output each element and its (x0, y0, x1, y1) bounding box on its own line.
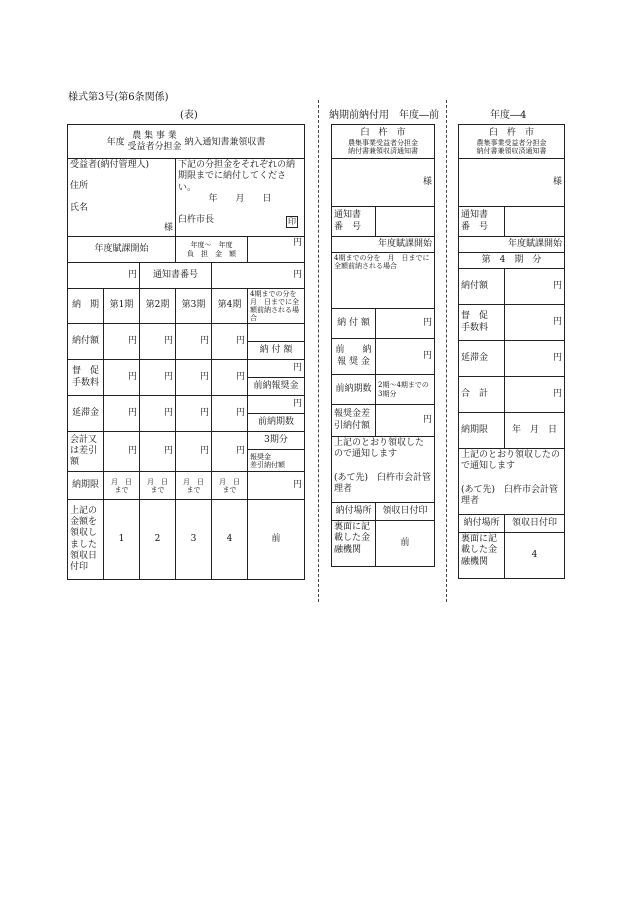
dunning-1: 円 (104, 360, 140, 396)
deadline-3: 月 日 まで (176, 472, 212, 500)
stub1-sama: 様 (332, 159, 435, 207)
stub1-amount-yen: 円 (376, 309, 435, 339)
stub1-date-label: 領収日付印 (376, 503, 435, 521)
stub1-receipt-msg: 上記のとおり領収したので通知します (334, 438, 425, 460)
period-2: 第2期 (140, 289, 176, 324)
late-3: 円 (176, 396, 212, 432)
late-4: 円 (212, 396, 248, 432)
stub2-receipt (459, 449, 565, 515)
dunning-3: 円 (176, 360, 212, 396)
stub2-dunning-yen: 円 (505, 305, 565, 341)
name-label: 氏名 (70, 202, 89, 213)
sama-label: 様 (163, 222, 173, 233)
stub2-form (458, 124, 565, 579)
stub1-notice-no: 通知書 番 号 (332, 207, 376, 237)
stub2-place-label: 納付場所 (459, 515, 505, 533)
stub1-net-label: 報奨金差引納付額 (332, 405, 376, 437)
period-3: 第3期 (176, 289, 212, 324)
receipt-label: 上記の金額を領収しました 領収日付印 (68, 500, 104, 580)
total-4: 円 (212, 432, 248, 472)
burden-cell: 年度～ 年度 負 担 金 額 (176, 237, 248, 263)
title-year: 年度 (106, 137, 125, 147)
form-number: 様式第3号(第6条関係) (68, 92, 169, 103)
side-periods-label: 前納期数 (248, 414, 305, 432)
amount-2: 円 (140, 324, 176, 360)
stub1-header: 臼 杵 市 農集事業受益者分担金 納付書兼領収済通知書 (332, 125, 435, 159)
cut-line-1 (318, 100, 319, 602)
stub1-pre: 前 (376, 521, 435, 567)
stub1-place-label: 納付場所 (332, 503, 376, 521)
stub2-late-yen: 円 (505, 341, 565, 377)
amount-3: 円 (176, 324, 212, 360)
amount-1: 円 (104, 324, 140, 360)
stub1-receipt (332, 437, 435, 503)
dunning-4: 円 (212, 360, 248, 396)
stub2-receipt-msg: 上記のとおり領収したので通知します (461, 450, 561, 472)
total-2: 円 (140, 432, 176, 472)
stub1-reward-label: 前 納 報 奨 金 (332, 339, 376, 375)
deadline-1: 月 日 まで (104, 472, 140, 500)
title-cell (68, 125, 305, 159)
stub1-periods-label: 前納期数 (332, 375, 376, 405)
stub1-form (331, 124, 435, 567)
side-reward-yen: 円 (248, 396, 305, 414)
stub2-notice-no-value (505, 207, 565, 237)
stub2-total-yen: 円 (505, 377, 565, 413)
period-label: 納 期 (68, 289, 104, 324)
stub2-title: 年度―4 (490, 110, 527, 121)
main-form (67, 124, 305, 580)
total-1: 円 (104, 432, 140, 472)
notice-cell (176, 159, 305, 237)
stub2-late-label: 延滞金 (459, 341, 505, 377)
side-amount-yen-spacer (248, 324, 305, 342)
late-1: 円 (104, 396, 140, 432)
late-2: 円 (140, 396, 176, 432)
total-yen: 円 (68, 263, 140, 289)
side-reward-label: 前納報奨金 (248, 378, 305, 396)
stub2-dunning-label: 督 促 手数料 (459, 305, 505, 341)
title-line1: 農 集 事 業 (132, 130, 177, 141)
stub1-levy-start: 年度賦課開始 (332, 237, 435, 253)
stub2-amount-label: 納付額 (459, 269, 505, 305)
dunning-label: 督 促 手数料 (68, 360, 104, 396)
late-label: 延滞金 (68, 396, 104, 432)
stub2-date-label: 領収日付印 (505, 515, 565, 533)
total-3: 円 (176, 432, 212, 472)
burden-yen: 円 (248, 237, 305, 263)
stub1-reward-yen: 円 (376, 339, 435, 375)
stub2-deadline-val: 年 月 日 (505, 413, 565, 449)
total-label: 会計又は差引額 (68, 432, 104, 472)
receipt-pre: 前 (248, 500, 305, 580)
prepay-note: 4期までの分を 月 日までに全額前納される場合 (248, 289, 305, 324)
receipt-4: 4 (212, 500, 248, 580)
amount-label: 納付額 (68, 324, 104, 360)
receipt-1: 1 (104, 500, 140, 580)
notice-text: 下記の分担金をそれぞれの納期限までに納付してください。 (178, 160, 296, 193)
stub2-period: 第 4 期 分 (459, 253, 565, 269)
notice-no-label: 通知書番号 (140, 263, 212, 289)
stub2-notice-no: 通知書 番 号 (459, 207, 505, 237)
official-seal: 印 (288, 217, 297, 226)
side-amount-label: 納 付 額 (248, 342, 305, 360)
mayor-label: 臼杵市長 (178, 214, 215, 225)
period-1: 第1期 (104, 289, 140, 324)
receipt-3: 3 (176, 500, 212, 580)
title-line2: 受益者分担金 (127, 141, 182, 152)
payer-cell (68, 159, 176, 237)
stub2-amount-yen: 円 (505, 269, 565, 305)
payer-label: 受益者(納付管理人) (70, 160, 150, 170)
side-net-yen: 円 (248, 472, 305, 500)
receipt-2: 2 (140, 500, 176, 580)
notice-date: 年 月 日 (208, 193, 272, 204)
stub2-header: 臼 杵 市 農集事業受益者分担金 納付書兼領収済通知書 (459, 125, 565, 159)
stub1-notice-no-value (376, 207, 435, 237)
stub2-sama: 様 (459, 159, 565, 207)
stub2-deadline-label: 納期限 (459, 413, 505, 449)
stub1-bank: 裏面に記載した金融機関 (332, 521, 376, 567)
deadline-4: 月 日 まで (212, 472, 248, 500)
stub2-bank: 裏面に記載した金融機関 (459, 533, 505, 579)
stub1-net-yen: 円 (376, 405, 435, 437)
side-net-label: 報奨金 差引納付額 (248, 450, 305, 472)
stub1-amount-label: 納 付 額 (332, 309, 376, 339)
notice-no-yen: 円 (212, 263, 305, 289)
deadline-label: 納期限 (68, 472, 104, 500)
amount-4: 円 (212, 324, 248, 360)
stub1-periods-val: 2期～4期までの3期分 (376, 375, 435, 405)
levy-start: 年度賦課開始 (68, 237, 176, 263)
period-4: 第4期 (212, 289, 248, 324)
cut-line-2 (446, 100, 447, 602)
stub2-total-label: 合 計 (459, 377, 505, 413)
side-amount-yen: 円 (248, 360, 305, 378)
front-label: (表) (180, 110, 198, 121)
stub2-addressee: (あて先) 臼杵市会計管理者 (461, 484, 559, 506)
stub2-levy-start: 年度賦課開始 (459, 237, 565, 253)
stub1-title: 納期前納付用 年度―前 (329, 110, 439, 121)
title-doc: 納入通知書兼領収書 (184, 137, 266, 147)
dunning-2: 円 (140, 360, 176, 396)
address-label: 住所 (70, 181, 89, 192)
stub1-addressee: (あて先) 臼杵市会計管理者 (334, 472, 432, 494)
stub2-num: 4 (505, 533, 565, 579)
stub1-prepay-note: 4期までの分を 月 日までに全額前納される場合 (332, 253, 435, 309)
deadline-2: 月 日 まで (140, 472, 176, 500)
side-3periods: 3期分 (248, 432, 305, 450)
